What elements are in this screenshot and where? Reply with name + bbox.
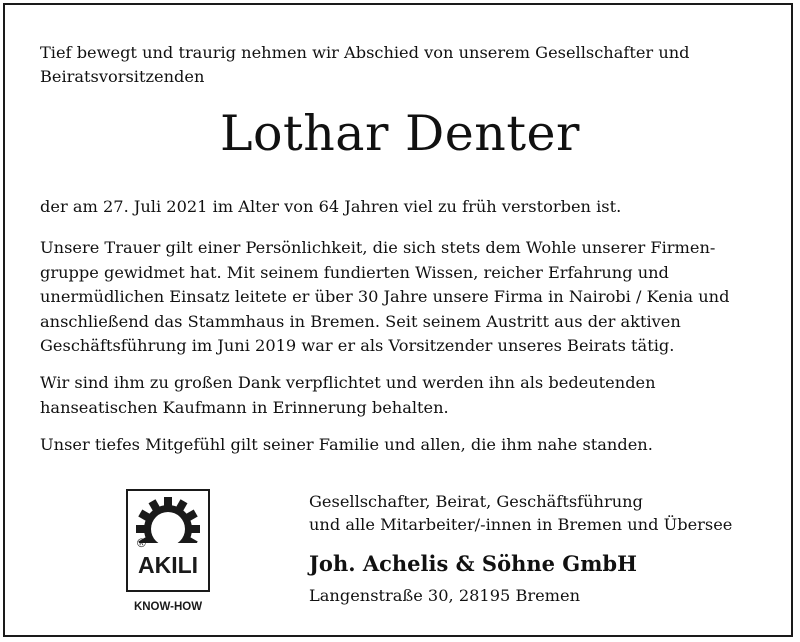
intro-line-2: Beiratsvorsitzenden: [40, 67, 205, 86]
company-address: Langenstraße 30, 28195 Bremen: [309, 586, 581, 605]
paragraph-1-line-1: Unsere Trauer gilt einer Persönlichkeit, die sich stets dem Wohle unserer Firmen-: [40, 238, 716, 257]
akili-logo-graphic: [126, 489, 210, 613]
intro-line-1: Tief bewegt und traurig nehmen wir Abschied von unserem Gesellschafter und: [40, 43, 690, 62]
condolence-line: Unser tiefes Mitgefühl gilt seiner Familie und allen, die ihm nahe standen.: [40, 435, 653, 454]
company-name: Joh. Achelis & Söhne GmbH: [309, 551, 637, 576]
paragraph-1-line-3: unermüdlichen Einsatz leitete er über 30 Jahre unsere Firma in Nairobi / Kenia und: [40, 287, 730, 306]
logo-brand: AKILI: [137, 552, 199, 578]
registered-mark: ®: [137, 536, 146, 550]
paragraph-1-line-2: gruppe gewidmet hat. Mit seinem fundierten Wissen, reicher Erfahrung und: [40, 263, 669, 282]
paragraph-1-line-4: anschließend das Stammhaus in Bremen. Seit seinem Austritt aus der aktiven: [40, 312, 681, 331]
paragraph-2-line-1: Wir sind ihm zu großen Dank verpflichtet und werden ihn als bedeutenden: [40, 373, 656, 392]
death-date-line: der am 27. Juli 2021 im Alter von 64 Jahren viel zu früh verstorben ist.: [40, 197, 622, 216]
paragraph-2-line-2: hanseatischen Kaufmann in Erinnerung behalten.: [40, 398, 449, 417]
deceased-name: Lothar Denter: [220, 105, 580, 162]
logo-tagline: KNOW-HOW: [133, 601, 203, 613]
signature-line-1: Gesellschafter, Beirat, Geschäftsführung: [309, 492, 643, 511]
paragraph-1-line-5: Geschäftsführung im Juni 2019 war er als Vorsitzender unseres Beirats tätig.: [40, 336, 675, 355]
akili-logo: [126, 489, 210, 613]
signature-line-2: und alle Mitarbeiter/-innen in Bremen und Übersee: [309, 515, 733, 534]
